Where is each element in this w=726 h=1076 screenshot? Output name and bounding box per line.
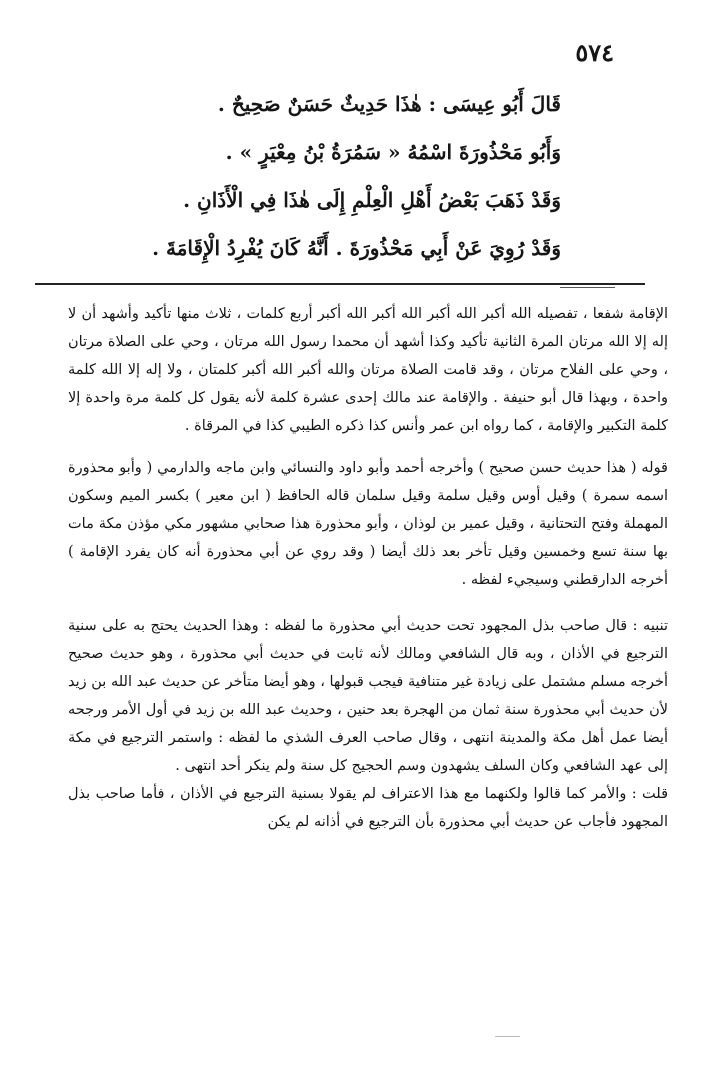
main-text-line: وَقَدْ رُوِيَ عَنْ أَبِي مَحْذُورَةَ . أَنَّهُ كَانَ يُفْرِدُ الْإِقَامَةَ . xyxy=(152,236,561,260)
commentary-paragraph: تنبيه : قال صاحب بذل المجهود تحت حديث أبي محذورة ما لفظه : وهذا الحديث يحتج به على سنية الترجيع في الأذان ، وبه قال الشافعي ومالك لأنه ثابت في حديث أبي محذورة ، وهو حديث صحيح أخرجه مسلم مشتمل على زيادة غير متنافية فيجب قبولها ، وهو أيضا متأخر عن حديث عبد الله بن زيد لأن حديث أبي محذورة سنة ثمان من الهجرة بعد حنين ، وحديث عبد الله بن زيد في أول الأمر ورجحه أيضا عمل أهل مكة والمدينة انتهى ، وقال صاحب العرف الشذي ما لفظه : واستمر الترجيع في مكة إلى عهد الشافعي وكان السلف يشهدون وسم الحجيج كل سنة ولم ينكر أحد انتهى . xyxy=(68,618,668,774)
commentary-text xyxy=(68,300,668,836)
commentary-paragraph: قلت : والأمر كما قالوا ولكنهما مع هذا الاعتراف لم يقولا بسنية الترجيع في الأذان ، فأما صاحب بذل المجهود فأجاب عن حديث أبي محذورة بأن الترجيع في أذانه لم يكن xyxy=(68,786,668,830)
main-text-line: وَقَدْ ذَهَبَ بَعْضُ أَهْلِ الْعِلْمِ إِلَى هٰذَا فِي الْأَذَانِ . xyxy=(183,188,561,212)
main-text-line: وَأَبُو مَحْذُورَةَ اسْمُهُ « سَمُرَةُ بْنُ مِعْيَرٍ » . xyxy=(225,140,561,164)
scan-mark xyxy=(495,1036,520,1037)
divider-tick xyxy=(560,287,615,288)
hadith-main-text xyxy=(131,80,561,272)
page-number: ٥٧٤ xyxy=(575,38,614,67)
main-text-line: قَالَ أَبُو عِيسَى : هٰذَا حَدِيثٌ حَسَنٌ صَحِيحٌ . xyxy=(217,92,561,116)
commentary-paragraph: الإقامة شفعا ، تفصيله الله أكبر الله أكبر الله أكبر الله أكبر أربع كلمات ، ثلاث منها تأكيد وأشهد أن لا إله إلا الله مرتان المرة الثانية تأكيد وكذا أشهد أن محمدا رسول الله مرتان ، وحي على الصلاة مرتان ، وحي على الفلاح مرتان ، وقد قامت الصلاة مرتان والله أكبر الله أكبر كلمتان ، ولا إله إلا الله كلمة واحدة ، وبهذا قال أبو حنيفة . والإقامة عند مالك إحدى عشرة كلمة لأنه يقول كل كلمة مرة واحدة إلا كلمة التكبير والإقامة ، كما رواه ابن عمر وأنس كذا ذكره الطيبي كذا في المرقاة . xyxy=(68,306,668,434)
section-divider xyxy=(35,283,645,285)
commentary-paragraph: قوله ( هذا حديث حسن صحيح ) وأخرجه أحمد وأبو داود والنسائي وابن ماجه والدارمي ( وأبو محذورة اسمه سمرة ) وقيل أوس وقيل سلمة وقيل سلمان قاله الحافظ ( ابن معير ) بكسر الميم وسكون المهملة وفتح التحتانية ، وقيل عمير بن لوذان ، وأبو محذورة هذا صحابي مشهور مكي مؤذن مكة مات بها سنة تسع وخمسين وقيل تأخر بعد ذلك أيضا ( وقد روي عن أبي محذورة أنه كان يفرد الإقامة ) أخرجه الدارقطني وسيجيء لفظه . xyxy=(68,460,668,588)
